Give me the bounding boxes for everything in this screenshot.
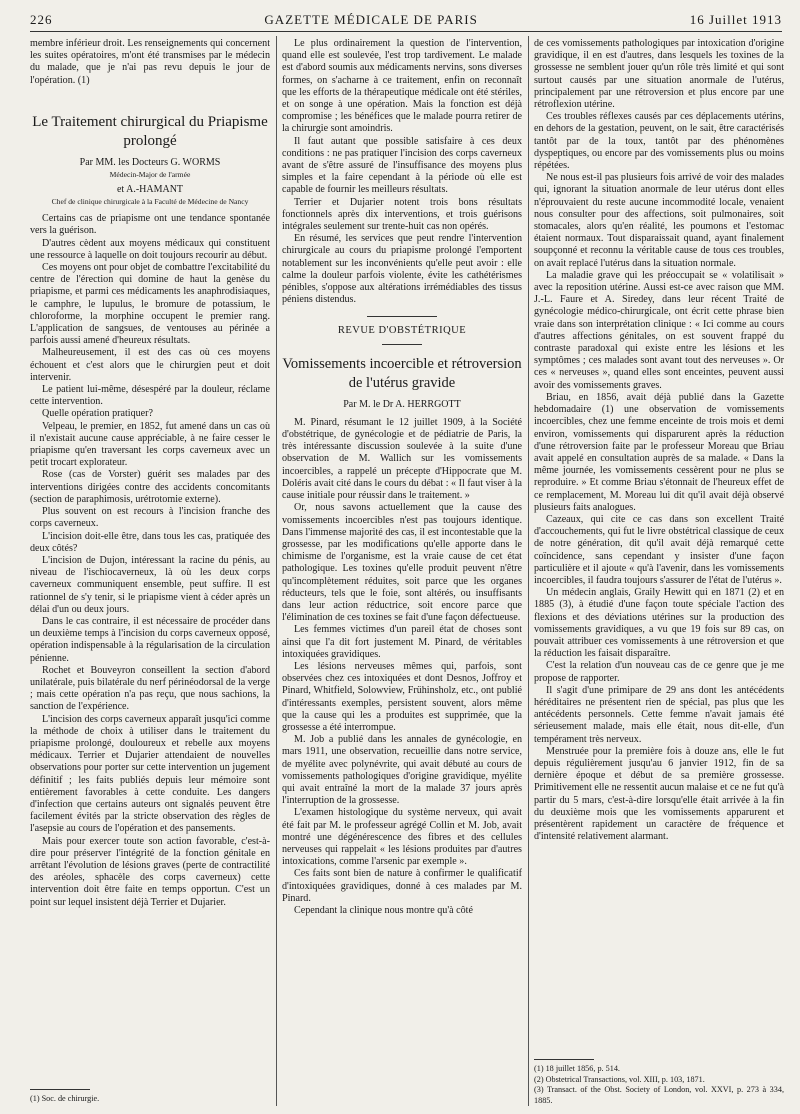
paragraph: M. Pinard, résumant le 12 juillet 1909, à la Société d'obstétrique, de gynécologie et de pédiatrie de Paris, la très intéressante discussion soulevée à la suite d'une observation de M. Wallich sur les vomissements incoercibles, a rappelé un précepte d'Hippocrate que M. Doléris avait cité dans le cours du débat : « Il faut viser à la cause initiale pour réussir dans le traitement. » (282, 416, 522, 502)
paragraph: Un médecin anglais, Graily Hewitt qui en 1871 (2) et en 1885 (3), à étudié d'une façon toute spéciale l'action des flexions et des déviations utérines sur la production des vomissements gravidiques, a vu que 19 fois sur 89 cas, on pouvait attribuer ces vomissements à une rétroversion et que la réduction les faisait disparaître. (534, 587, 784, 660)
journal-title: GAZETTE MÉDICALE DE PARIS (264, 12, 478, 27)
section-rule (382, 344, 422, 345)
paragraph: Quelle opération pratiquer? (42, 408, 153, 420)
footnote: (1) Soc. de chirurgie. (30, 1093, 100, 1103)
running-header (30, 10, 782, 30)
footnote-rule (534, 1059, 594, 1060)
footnote: (1) 18 juillet 1856, p. 514. (534, 1064, 620, 1073)
issue-date: 16 Juillet 1913 (689, 12, 782, 27)
paragraph: Ne nous est-il pas plusieurs fois arrivé de voir des malades qui, ignorant la situation anormale de leur utérus dont elles n'éprouvaient du reste aucune incommodité locale, venaient nous consulter pour des affections, soit pulmonaires, soit stomacales, alors qu'en réalité, les poumons et l'estomac étaient normaux. Tout disparaissait quand, ayant finalement soupçonné et reconnu la véritable cause de tous ces troubles, on avait replacé l'utérus dans la situation normale. (534, 172, 784, 269)
paragraph: Cazeaux, qui cite ce cas dans son excellent Traité d'accouchements, qui fut le livre obstétrical classique de ceux de notre génération, dit qu'il avait déjà remarqué cette coïncidence, sans cependant y insister d'une façon particulière et il ajoute « qu'à l'avenir, dans les vomissements incoercibles, il faudra toujours s'assurer de l'état de l'utérus ». (534, 513, 784, 586)
paragraph: Ces moyens ont pour objet de combattre l'excitabilité du centre de l'érection qui domine de haut la genèse du priapisme, et parmi ces médicaments les anaphrodisiaques, le camphre, le lupulus, le bromure de potassium, le chloroforme, la morphine occupent le premier rang. L'application de sangsues, de ventouses au périnée a parfois aussi amené d'heureux résultats. (30, 262, 270, 347)
article-title: Le Traitement chirurgical du Priapisme prolongé (32, 113, 268, 149)
byline: Par MM. les Docteurs G. WORMS (79, 156, 221, 168)
column-separator (276, 36, 277, 1106)
page-number: 226 (30, 12, 53, 27)
continued-text: membre inférieur droit. Les renseignements qui concernent les suites opératoires, m'ont été transmises par le médecin du malade, que je n'ai pas revu depuis le jour de l'opération. (1) (30, 38, 270, 86)
column-3 (534, 38, 784, 1106)
column-2 (282, 38, 522, 1106)
byline: et A.-HAMANT (116, 184, 184, 196)
paragraph: D'autres cèdent aux moyens médicaux qui constituent une ressource à laquelle on doit toujours recourir au début. (30, 237, 270, 261)
paragraph: de ces vomissements pathologiques par intoxication d'origine gravidique, il en est d'autres, dans lesquels les toxines de la grossesse ne semblent jouer qu'un rôle très limité et qui sont surtout causés par une situation anormale de l'utérus, principalement par une rétroversion et plus encore par une rétroflexion utérine. (534, 38, 784, 111)
footnote: (2) Obstetrical Transactions, vol. XIII, p. 103, 1871. (534, 1074, 705, 1084)
paragraph: La maladie grave qui les préoccupait se « volatilisait » avec la reposition utérine. Aussi est-ce avec raison que MM. J.-L. Faure et A. Siredey, dans leur récent Traité de gynécologie médico-chirurgicale, ont écrit cette phrase bien vraie dans son interprétation clinique : « Ici comme au cours d'autres affections génitales, on est souvent frappé du contraste paradoxal qui existe entre les lésions et les symptômes ; ces malades sont avant tout des nerveuses ». Or ces « nerveuses », quand elles sont enceintes, peuvent aussi avoir des vomissements graves. (534, 269, 784, 391)
author-affiliation: Chef de clinique chirurgicale à la Faculté de Médecine de Nancy (51, 197, 249, 207)
paragraph: Malheureusement, il est des cas où ces moyens échouent et c'est alors que le chirurgien peut et doit intervenir. (30, 347, 270, 383)
paragraph: M. Job a publié dans les annales de gynécologie, en mars 1911, une observation, recueillie dans notre service, de myélite avec polynévrite, qui avait débuté au cours de vomissements pathologiques d'origine gravidique, myélite qui avait entraîné la mort de la malade 37 jours après l'interruption de la grossesse. (282, 734, 522, 807)
paragraph: Rose (cas de Vorster) guérit ses malades par des interventions dirigées contre des accidents concomitants (section de paraphimosis, urétrotomie externe). (30, 469, 270, 505)
paragraph: C'est la relation d'un nouveau cas de ce genre que je me propose de rapporter. (534, 660, 784, 684)
paragraph: Rochet et Bouveyron conseillent la section d'abord unilatérale, puis bilatérale du nerf périnéodorsal de la verge ; mais cette opération n'a pas reçu, que nous sachions, la sanction de l'expérience. (30, 664, 270, 713)
paragraph: L'examen histologique du système nerveux, qui avait été fait par M. le professeur agrégé Collin et M. Job, avait montré une dégénérescence des fibres et des cellules nerveuses qui rappelait « les lésions produites par d'autres intoxications, comme l'arsenic par exemple ». (282, 807, 522, 868)
paragraph: Velpeau, le premier, en 1852, fut amené dans un cas où il n'existait aucune cause appréciable, à ne faire cesser le priapisme qu'en traversant les corps caverneux avec un petit trocart explorateur. (30, 420, 270, 469)
section-heading: REVUE D'OBSTÉTRIQUE (337, 325, 467, 337)
paragraph: Les femmes victimes d'un pareil état de choses sont ainsi que l'a dit fort justement M. Pinard, de véritables intoxiquées gravidiques. (282, 624, 522, 660)
byline: Par M. le Dr A. HERRGOTT (343, 398, 461, 410)
footnote-rule (30, 1089, 90, 1090)
paragraph: Les lésions nerveuses mêmes qui, parfois, sont observées chez ces intoxiquées et dont Desnos, Joffroy et Pinard, Whitfield, Solowview, Frühinsholz, etc., ont publié d'intéressants exemples, persistent souvent, alors même que la cause qui les a produites est supprimée, que la grossesse a été interrompue. (282, 660, 522, 733)
paragraph: Or, nous savons actuellement que la cause des vomissements incoercibles n'est pas toujours identique. Dans l'immense majorité des cas, il est incontestable que la grossesse, par les modifications qu'elle apporte dans le chimisme de l'organisme, est la vraie cause de cet état pathologique. Les toxines qu'elle produit peuvent n'être qu'incomplètement réduites, soit parce que les organes réducteurs, tels que le foie, sont altérés, ou insuffisants dans leur action réductrice, soit encore parce que l'élimination de ces toxines se fait d'une façon défectueuse. (282, 502, 522, 624)
paragraph: Menstruée pour la première fois à douze ans, elle le fut depuis régulièrement jusqu'au 6 janvier 1912, fin de sa dernière époque et début de sa première grossesse. Primitivement elle ne ressentit aucun malaise et ce ne fut qu'à partir du 5 mars, c'est-à-dire lorsqu'elle était arrivée à la fin du deuxième mois que les vomissements apparurent et présentèrent rapidement un caractère de fréquence et d'intensité relativement alarmant. (534, 745, 784, 843)
paragraph: Il faut autant que possible satisfaire à ces deux conditions : ne pas pratiquer l'incision des corps caverneux avant de s'être assuré de l'insuffisance des moyens plus simples et la faire cependant à la période où elle est capable de fournir les meilleurs résultats. (282, 135, 522, 196)
footnotes (534, 1053, 784, 1106)
paragraph: Mais pour exercer toute son action favorable, c'est-à-dire pour préserver l'intégrité de la fonction génitale en arrêtant l'évolution de lésions graves (perte de contractilité des aréoles, sphacèle des corps caverneux) cette intervention doit être faite en temps opportun. C'est un point sur lequel insistent déjà Terrier et Dujarier. (30, 835, 270, 908)
paragraph: Certains cas de priapisme ont une tendance spontanée vers la guérison. (30, 213, 270, 237)
section-rule (367, 316, 437, 317)
paragraph: Terrier et Dujarier notent trois bons résultats fonctionnels après dix interventions, et trois guérisons intégrales seulement sur trente-huit cas non opérés. (282, 196, 522, 233)
paragraph: En résumé, les services que peut rendre l'intervention chirurgicale au cours du priapisme prolongé l'emportent notablement sur les inconvénients qu'elle peut avoir : elle calme la douleur parfois violente, évite les cathétérismes pénibles, s'oppose aux altérations irrémédiables des tissus péniens distendus. (282, 233, 522, 306)
header-rule (30, 31, 782, 32)
paragraph: L'incision des corps caverneux apparaît jusqu'ici comme la méthode de choix à utiliser dans le traitement du priapisme prolongé, douloureux et rebelle aux moyens médicaux. Terrier et Dujarier attendaient de nouvelles observations pour porter sur cette intervention un jugement définitif ; les faits publiés depuis leur mémoire sont entièrement favorables à cette conduite. Les dangers d'infection que certains auteurs ont signalés peuvent être facilement évités par la stricte observation des règles de l'asepsie au cours de l'opération et des pansements. (30, 713, 270, 835)
article-title: Vomissements incoercible et rétroversion de l'utérus gravide (282, 355, 522, 391)
paragraph: Ces faits sont bien de nature à confirmer le qualificatif d'intoxiquées gravidiques, donné à ces malades par M. Pinard. (282, 868, 522, 904)
paragraph: Plus souvent on est recours à l'incision franche des corps caverneux. (30, 506, 270, 530)
paragraph: Cependant la clinique nous montre qu'à côté (294, 905, 473, 916)
paragraph: Briau, en 1856, avait déjà publié dans la Gazette hebdomadaire (1) une observation de vomissements incoercibles, chez une femme enceinte de trois mois et demi environ, vomissements qui disparurent après la réduction d'une rétroversion faite par le professeur Moreau que Briau avait appelé en consultation auprès de sa malade. « Dans la même journée, les vomissements cessèrent pour ne plus se reproduire. » Et comme Briau s'étonnait de l'heureux effet de ce remplacement, M. Moreau lui dit qu'il avait déjà observé plusieurs faits analogues. (534, 391, 784, 513)
author-affiliation: Médecin-Major de l'armée (109, 170, 191, 180)
paragraph: L'incision de Dujon, intéressant la racine du pénis, au niveau de l'ischiocaverneux, là où les deux corps caverneux communiquent ensemble, peut suffire. Il est rationnel de s'y tenir, si le priapisme vient à céder après un délai d'un ou deux jours. (30, 554, 270, 615)
paragraph: Dans le cas contraire, il est nécessaire de procéder dans un deuxième temps à l'incision du corps caverneux opposé, opération indispensable à la régularisation de la circulation pénienne. (30, 615, 270, 664)
footnote: (3) Transact. of the Obst. Society of London, vol. XXVI, p. 273 à 334, 1885. (534, 1085, 784, 1105)
column-1 (30, 38, 270, 1106)
footnotes (30, 1083, 270, 1105)
paragraph: Le patient lui-même, désespéré par la douleur, réclame cette intervention. (30, 384, 270, 408)
column-separator (528, 36, 529, 1106)
paragraph: Il s'agit d'une primipare de 29 ans dont les antécédents héréditaires ne présentent rien de spécial, pas plus que les antécédents personnels. Cette femme n'avait jamais été sérieusement malade, mais elle était, nous dit-elle, d'un tempérament très nerveux. (534, 684, 784, 745)
paragraph: Ces troubles réflexes causés par ces déplacements utérins, en dehors de la gestation, peuvent, on le sait, être caractérisés tantôt par de la toux, tantôt par des phénomènes dyspeptiques, ou encore par des vomissements plus ou moins répétées. (534, 111, 784, 172)
paragraph: Le plus ordinairement la question de l'intervention, quand elle est soulevée, l'est trop tardivement. Le malade est d'abord soumis aux médicaments nervins, sons diverses formes, on s'acharne à ce traitement, enfin on reconnaît que les efforts de la thérapeutique médicale ont été stériles, et on songe à une opération. Mais la fonction est déjà compromise ; les bénéfices que le malade pourra retirer de la chirurgie sont amoindris. (282, 38, 522, 135)
paragraph: L'incision doit-elle être, dans tous les cas, pratiquée des deux côtés? (30, 530, 270, 554)
